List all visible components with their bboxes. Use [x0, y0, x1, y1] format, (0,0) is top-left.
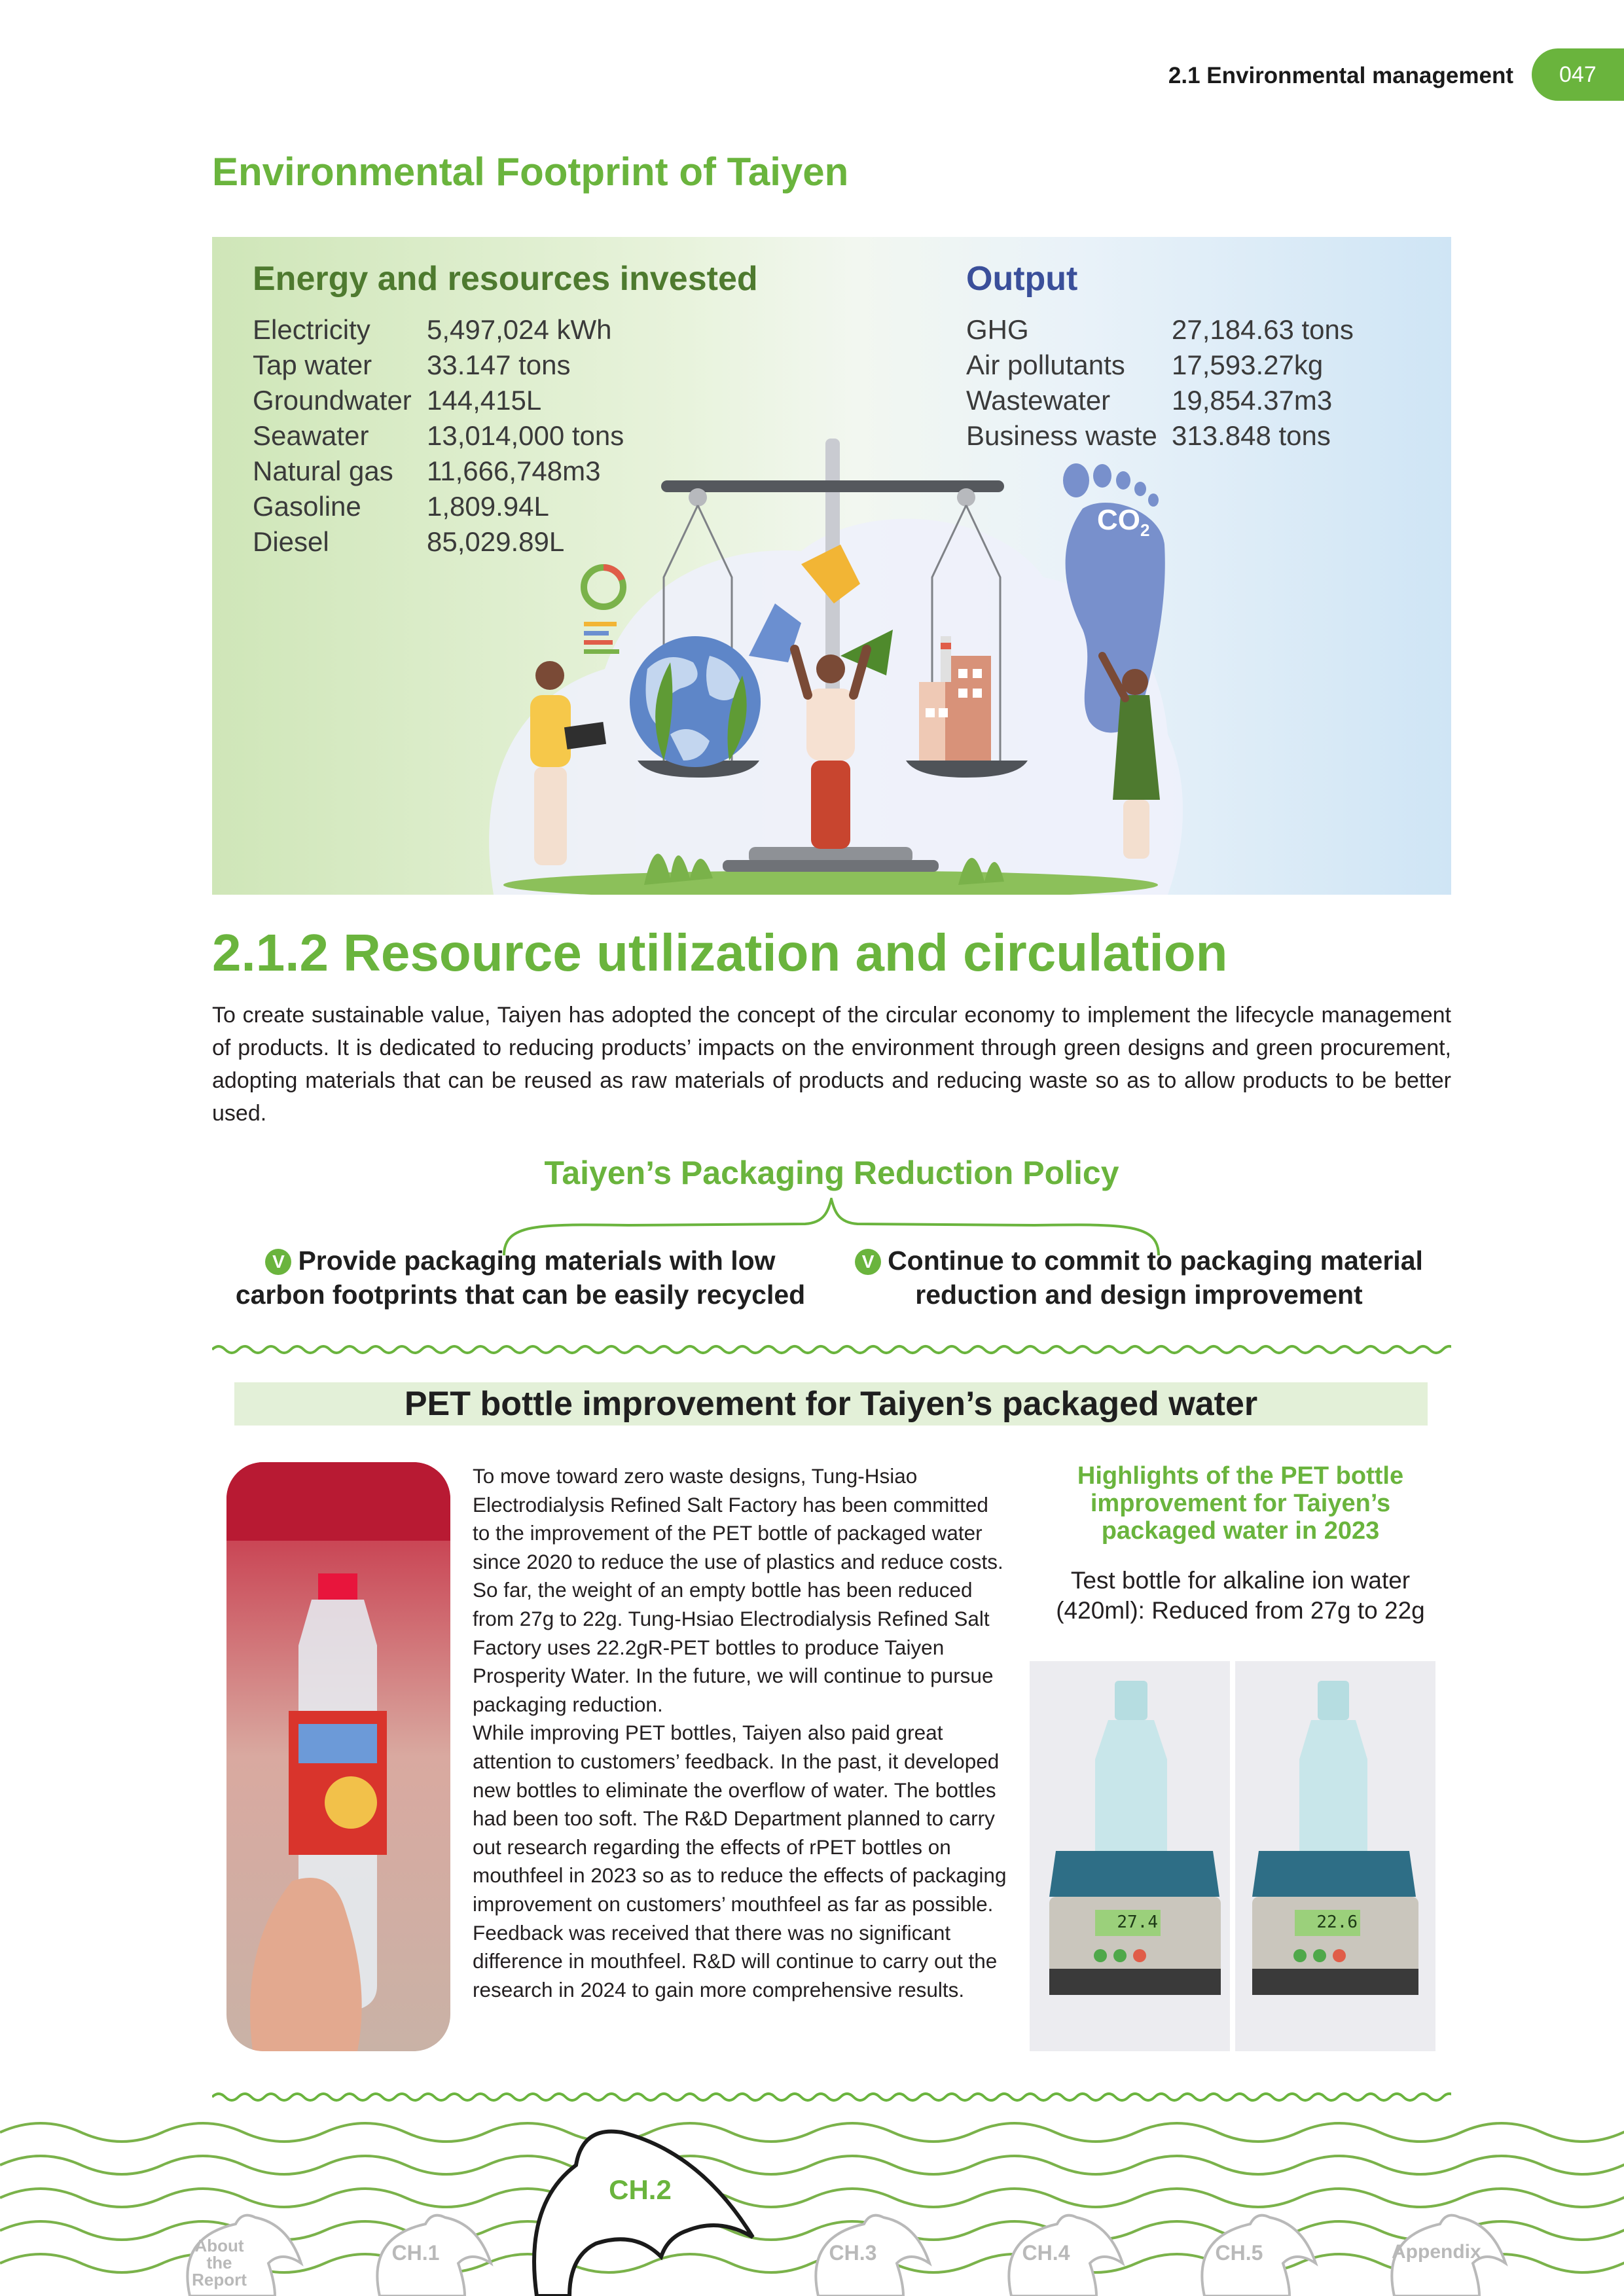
input-value: 11,666,748m3 — [427, 456, 601, 486]
output-label: Wastewater — [966, 385, 1111, 416]
policy-item-text: Provide packaging materials with low carbon footprints that can be easily recycled — [235, 1246, 806, 1310]
policy-item-text: Continue to commit to packaging material reduction and design improvement — [888, 1246, 1423, 1310]
pet-body-paragraph-2: While improving PET bottles, Taiyen also paid great attention to customers’ feedback. In the past, it developed new bottles to eliminate the overflow of water. The bottles had been too soft. The R&D Department planned to carry out research regarding the effects of rPET bottles on mouthfeel in 2023 so as to reduce the effects of packaging improvement on customers’ mouthfeel as far as possible. Feedback was received that there was no significant difference in mouthfeel. R&D will continue to carry out the research in 2024 to gain more comprehensive results. — [473, 1721, 1007, 2001]
balance-scale-illustration — [212, 237, 1451, 895]
input-label: Tap water — [253, 350, 372, 380]
footprint-panel — [212, 237, 1451, 895]
input-label: Groundwater — [253, 385, 412, 416]
nav-appendix[interactable]: Appendix — [1392, 2241, 1481, 2263]
bottle-in-hand-photo — [226, 1462, 450, 2051]
input-label: Diesel — [253, 526, 329, 557]
output-value: 27,184.63 tons — [1172, 314, 1354, 345]
nav-ch4[interactable]: CH.4 — [1022, 2241, 1070, 2265]
output-label: Business waste — [966, 420, 1157, 451]
section-title: 2.1.2 Resource utilization and circulation — [212, 924, 1228, 982]
input-value: 85,029.89L — [427, 526, 565, 557]
check-badge-icon: V — [265, 1249, 291, 1275]
outputs-title: Output — [966, 260, 1078, 298]
scale-right-readout: 22.6 — [1316, 1912, 1358, 1932]
header-section-title: 2.1 Environmental management — [1168, 63, 1513, 88]
input-label: Electricity — [253, 314, 370, 345]
footprint-title: Environmental Footprint of Taiyen — [212, 150, 849, 194]
output-value: 19,854.37m3 — [1172, 385, 1333, 416]
nav-ch5[interactable]: CH.5 — [1215, 2241, 1263, 2265]
page-number-badge: 047 — [1532, 48, 1624, 101]
co2-label — [1097, 504, 1149, 541]
input-label: Seawater — [253, 420, 369, 451]
intro-paragraph: To create sustainable value, Taiyen has adopted the concept of the circular economy to implement the lifecycle management of products. It is dedicated to reducing products’ impacts on the environment through green designs and green procurement, adopting materials that can be reused as raw materials of products and reducing waste so as to allow products to be better used. — [212, 1003, 1451, 1126]
nav-about-line-2: the — [206, 2253, 232, 2272]
pet-section-title: PET bottle improvement for Taiyen’s packaged water — [234, 1382, 1428, 1426]
highlight-title: Highlights of the PET bottle improvement for Taiyen’s packaged water in 2023 — [1077, 1462, 1404, 1545]
input-value: 1,809.94L — [427, 491, 549, 522]
input-value: 13,014,000 tons — [427, 420, 624, 451]
scale-photo-art — [1030, 1661, 1435, 2051]
wavy-divider — [212, 1342, 1451, 1357]
input-value: 144,415L — [427, 385, 542, 416]
nav-about-line-1: About — [194, 2236, 244, 2255]
pet-body-paragraph-1: To move toward zero waste designs, Tung-Hsiao Electrodialysis Refined Salt Factory has been committed to the improvement of the PET bottle of packaged water since 2020 to reduce the use of plastics and reduce costs. So far, the weight of an empty bottle has been reduced from 27g to 22g. Tung-Hsiao Electrodialysis Refined Salt Factory uses 22.2gR-PET bottles to produce Taiyen Prosperity Water. In the future, we will continue to pursue packaging reduction. — [473, 1464, 1003, 1716]
bottle-scale-photo — [1030, 1661, 1435, 2051]
nav-ch2-current[interactable]: CH.2 — [609, 2174, 672, 2205]
output-label: GHG — [966, 314, 1029, 345]
input-label: Gasoline — [253, 491, 361, 522]
nav-ch1[interactable]: CH.1 — [391, 2241, 440, 2265]
inputs-title: Energy and resources invested — [253, 260, 758, 298]
input-value: 33.147 tons — [427, 350, 571, 380]
policy-item-2 — [838, 1244, 1440, 1312]
co2-text: CO — [1097, 504, 1140, 536]
nav-about-report[interactable] — [190, 2237, 249, 2288]
nav-ch3[interactable]: CH.3 — [829, 2241, 877, 2265]
input-value: 5,497,024 kWh — [427, 314, 612, 345]
policy-item-1 — [223, 1244, 818, 1312]
check-badge-icon: V — [855, 1249, 881, 1275]
output-value: 313.848 tons — [1172, 420, 1331, 451]
co2-subscript: 2 — [1140, 520, 1150, 540]
output-label: Air pollutants — [966, 350, 1125, 380]
pet-body-text — [473, 1462, 1009, 2004]
bottle-photo-art — [226, 1462, 450, 2051]
highlight-description: Test bottle for alkaline ion water (420ml): Reduced from 27g to 22g — [1056, 1567, 1425, 1624]
input-label: Natural gas — [253, 456, 393, 486]
policy-title: Taiyen’s Packaging Reduction Policy — [544, 1155, 1119, 1191]
wavy-divider-bottom — [212, 2089, 1451, 2105]
nav-about-line-3: Report — [192, 2270, 247, 2289]
output-value: 17,593.27kg — [1172, 350, 1324, 380]
scale-left-readout: 27.4 — [1117, 1912, 1158, 1932]
